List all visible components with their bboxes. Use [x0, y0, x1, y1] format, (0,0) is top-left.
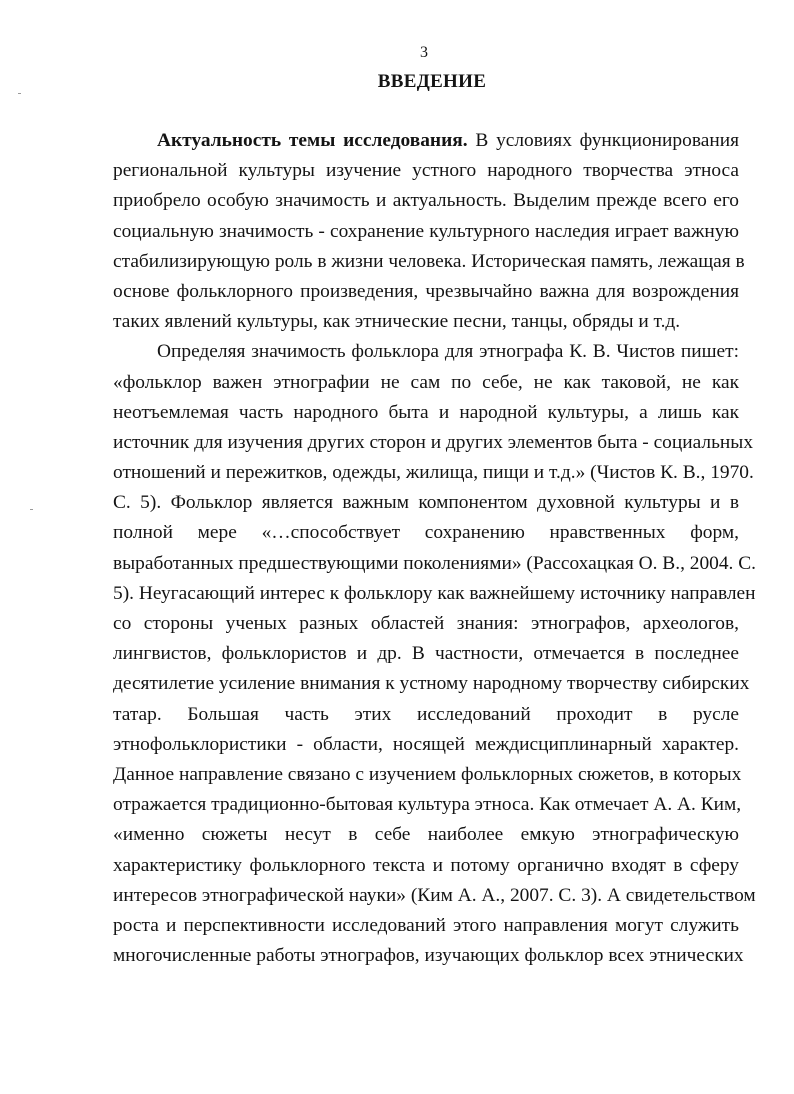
paragraph-2-line: лингвистов, фольклористов и др. В частности, отмечается в последнее [113, 643, 739, 665]
paragraph-2-line: роста и перспективности исследований этого направления могут служить [113, 914, 739, 936]
paragraph-2-line: «фольклор важен этнографии не сам по себе, не как таковой, не как [113, 371, 739, 393]
paragraph-2-line: интересов этнографической науки» (Ким А. А., 2007. С. 3). А свидетельством [113, 884, 756, 906]
page-title: ВВЕДЕНИЕ [377, 71, 487, 92]
body-text [113, 126, 757, 971]
paragraph-2-line: отражается традиционно-бытовая культура этноса. Как отмечает А. А. Ким, [113, 794, 742, 816]
paragraph-2-line: полной мере «…способствует сохранению нравственных форм, [113, 522, 739, 544]
paragraph-2-line: татар. Большая часть этих исследований проходит в русле [113, 703, 739, 725]
paragraph-2-line: характеристику фольклорного текста и потому органично входят в сферу [113, 854, 739, 876]
paragraph-1-bold-lead: Актуальность темы исследования. [157, 130, 468, 151]
paragraph-1-line: стабилизирующую роль в жизни человека. Историческая память, лежащая в [113, 250, 745, 272]
paragraph-2-line: отношений и пережитков, одежды, жилища, пищи и т.д.» (Чистов К. В., 1970. [113, 462, 754, 484]
paragraph-2-line: со стороны ученых разных областей знания: этнографов, археологов, [113, 613, 739, 634]
paragraph-2-line: многочисленные работы этнографов, изучающих фольклор всех этнических [113, 945, 744, 967]
scan-speck [18, 93, 21, 94]
paragraph-1-line: основе фольклорного произведения, чрезвычайно важна для возрождения [113, 280, 739, 302]
paragraph-2-line: Определяя значимость фольклора для этнографа К. В. Чистов пишет: [157, 341, 739, 363]
page-number: 3 [420, 44, 428, 61]
paragraph-1-line: региональной культуры изучение устного народного творчества этноса [113, 160, 739, 182]
paragraph-2-line: «именно сюжеты несут в себе наиболее емкую этнографическую [113, 824, 739, 846]
paragraph-1-line: таких явлений культуры, как этнические песни, танцы, обряды и т.д. [113, 311, 681, 333]
paragraph-1-line: приобрело особую значимость и актуальность. Выделим прежде всего его [113, 190, 739, 212]
paragraph-2-line: Данное направление связано с изучением фольклорных сюжетов, в которых [113, 763, 742, 785]
paragraph-2-line: десятилетие усиление внимания к устному народному творчеству сибирских [113, 673, 750, 695]
paragraph-1-lead-rest: В условиях функционирования [467, 130, 739, 151]
paragraph-2-line: 5). Неугасающий интерес к фольклору как важнейшему источнику направлен [113, 582, 756, 604]
paragraph-2-line: источник для изучения других сторон и других элементов быта - социальных [113, 431, 754, 453]
paragraph-2-line: этнофольклористики - области, носящей междисциплинарный характер. [113, 733, 739, 755]
paragraph-2-line: выработанных предшествующими поколениями» (Рассохацкая О. В., 2004. С. [113, 552, 757, 574]
paragraph-2-line: неотъемлемая часть народного быта и народной культуры, а лишь как [113, 401, 739, 423]
paragraph-1-line: социальную значимость - сохранение культурного наследия играет важную [113, 220, 739, 242]
scan-speck [30, 509, 33, 510]
paragraph-1-line [113, 126, 739, 156]
paragraph-2-line: С. 5). Фольклор является важным компонентом духовной культуры и в [113, 492, 739, 514]
